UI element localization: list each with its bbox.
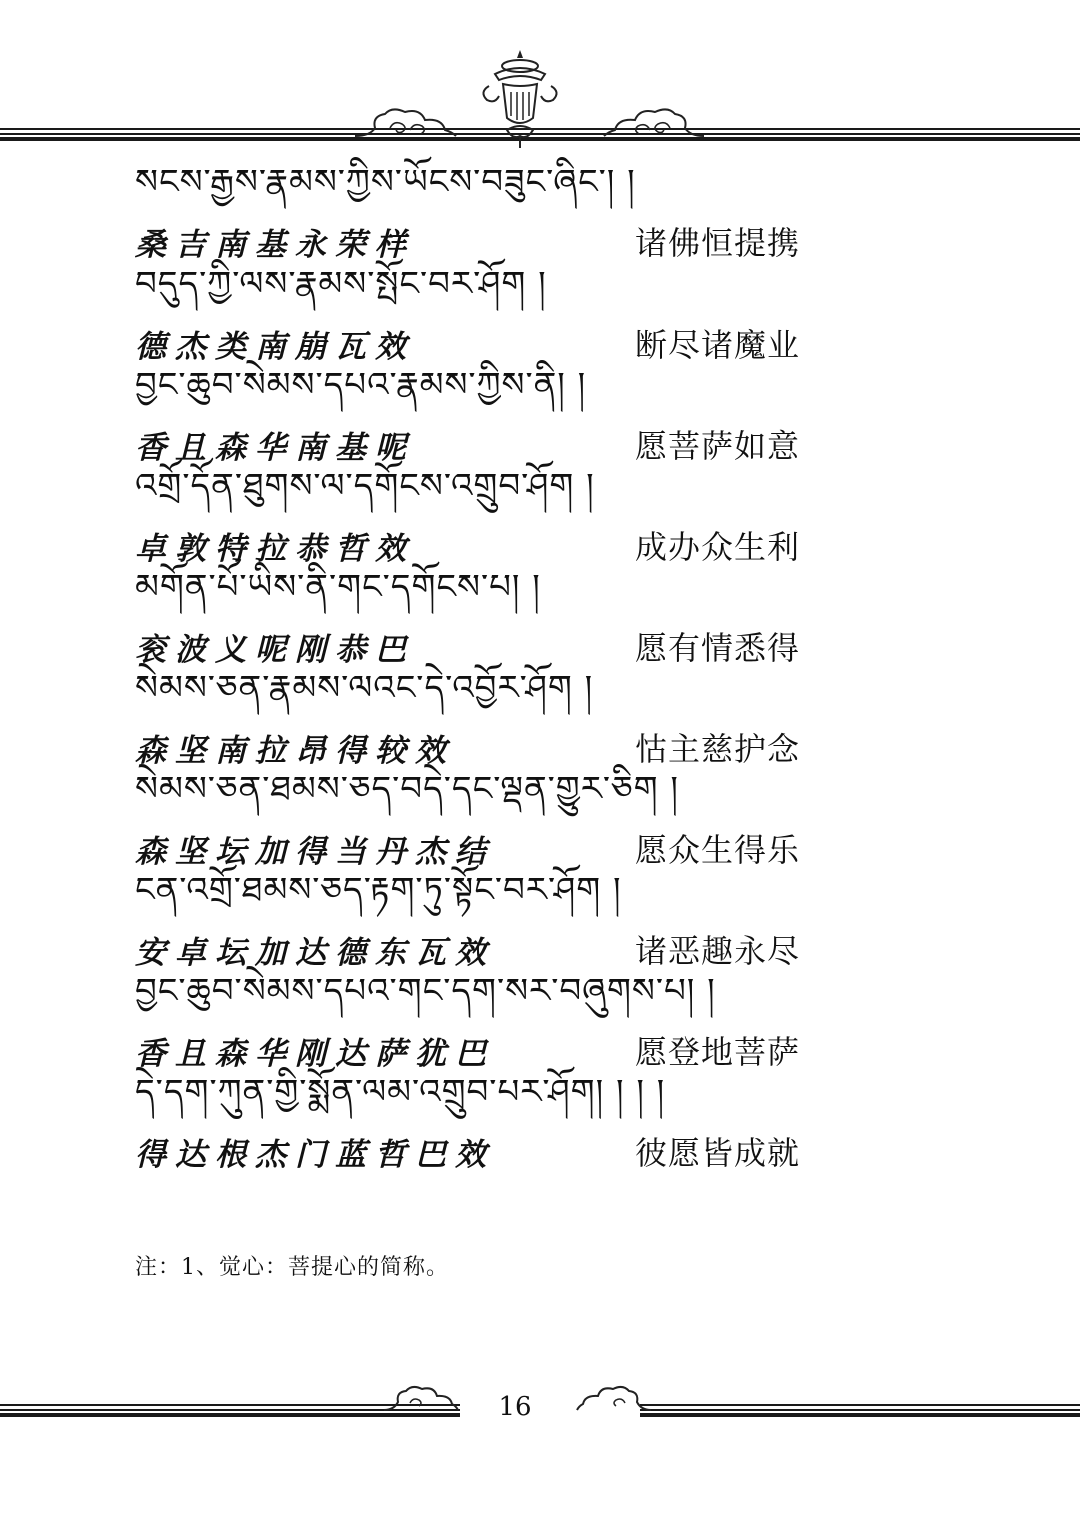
verse-block <box>135 668 835 773</box>
tibetan-line: མགོན་པོ་ཡིས་ནི་གང་དགོངས་པ། ། <box>135 567 541 607</box>
chinese-line: 愿登地菩萨 <box>635 1033 801 1071</box>
chinese-line: 愿众生得乐 <box>635 831 801 869</box>
verse-block <box>135 870 835 975</box>
verse-block <box>135 1072 835 1177</box>
transliteration-line: 香且森华刚达萨犹巴 <box>135 1035 495 1072</box>
verse-block <box>135 567 835 672</box>
cloud-ornament-icon <box>575 1384 655 1414</box>
cloud-ornament-icon <box>600 106 710 142</box>
transliteration-line: 德杰类南崩瓦效 <box>135 328 415 365</box>
chinese-line: 彼愿皆成就 <box>635 1134 801 1172</box>
tibetan-line: འགྲོ་དོན་ཐུགས་ལ་དགོངས་འགྲུབ་ཤོག ། <box>135 466 595 506</box>
verse-row <box>135 519 835 571</box>
verse-block <box>135 162 835 267</box>
transliteration-line: 森坚坛加得当丹杰结 <box>135 833 495 870</box>
verse-block <box>135 365 835 470</box>
verse-row <box>135 620 835 672</box>
verse-block <box>135 971 835 1076</box>
verse-row <box>135 923 835 975</box>
transliteration-line: 安卓坛加达德东瓦效 <box>135 934 495 971</box>
tibetan-line: དེ་དག་ཀུན་གྱི་སྨོན་ལམ་འགྲུབ་པར་ཤོག། ། ། ། <box>135 1072 666 1112</box>
verse-block <box>135 264 835 369</box>
transliteration-line: 香且森华南基呢 <box>135 429 415 466</box>
chinese-line: 怙主慈护念 <box>635 730 801 768</box>
tibetan-line: སེམས་ཅན་རྣམས་ལའང་དེ་འབྱོར་ཤོག ། <box>135 668 594 708</box>
page-number: 16 <box>498 1392 532 1422</box>
cloud-ornament-icon <box>350 106 460 142</box>
chinese-line: 诸恶趣永尽 <box>635 932 801 970</box>
tibetan-line: ངན་འགྲོ་ཐམས་ཅད་རྟག་ཏུ་སྟོང་བར་ཤོག ། <box>135 870 622 910</box>
chinese-line: 愿菩萨如意 <box>635 427 801 465</box>
transliteration-line: 得达根杰门蓝哲巴效 <box>135 1136 495 1173</box>
chinese-line: 断尽诸魔业 <box>635 326 801 364</box>
chinese-line: 成办众生利 <box>635 528 801 566</box>
tibetan-line: སེམས་ཅན་ཐམས་ཅད་བདེ་དང་ལྡན་གྱུར་ཅིག ། <box>135 769 679 809</box>
transliteration-line: 桑吉南基永荣样 <box>135 226 415 263</box>
chinese-line: 愿有情悉得 <box>635 629 801 667</box>
verse-row <box>135 721 835 773</box>
tibetan-line: སངས་རྒྱས་རྣམས་ཀྱིས་ཡོངས་བཟུང་ཞིང་། ། <box>135 162 636 202</box>
verse-block <box>135 769 835 874</box>
transliteration-line: 卓敦特拉恭哲效 <box>135 530 415 567</box>
verse-row <box>135 317 835 369</box>
transliteration-line: 衮波义呢刚恭巴 <box>135 631 415 668</box>
parasol-emblem-icon <box>477 48 563 150</box>
chinese-line: 诸佛恒提携 <box>635 224 801 262</box>
tibetan-line: བྱང་ཆུབ་སེམས་དཔའ་རྣམས་ཀྱིས་ནི། ། <box>135 365 587 405</box>
tibetan-line: བདུད་ཀྱི་ལས་རྣམས་སྤོང་བར་ཤོག ། <box>135 264 547 304</box>
verse-row <box>135 822 835 874</box>
tibetan-line: བྱང་ཆུབ་སེམས་དཔའ་གང་དག་སར་བཞུགས་པ། ། <box>135 971 716 1011</box>
verse-block <box>135 466 835 571</box>
verse-row <box>135 418 835 470</box>
verse-row <box>135 1024 835 1076</box>
transliteration-line: 森坚南拉昂得较效 <box>135 732 455 769</box>
verse-row <box>135 1125 835 1177</box>
verse-row <box>135 215 835 267</box>
footnote: 注：1、觉心：菩提心的简称。 <box>135 1255 449 1280</box>
